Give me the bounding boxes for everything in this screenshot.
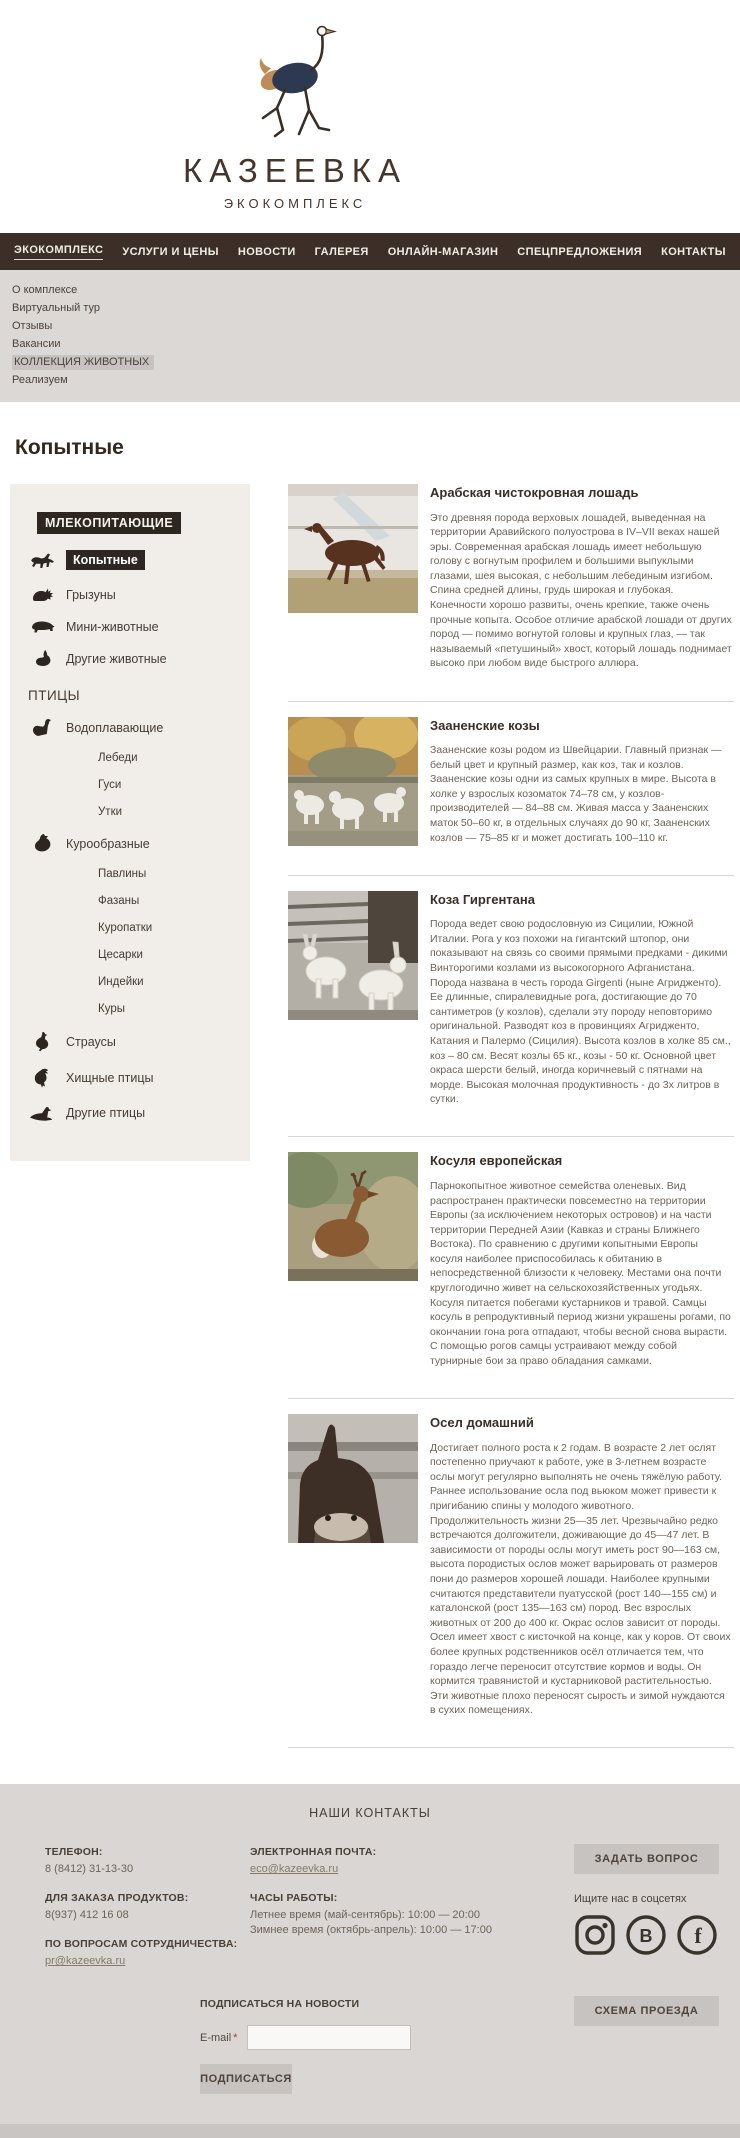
animal-title: Осел домашний <box>430 1415 534 1431</box>
animal-entry <box>288 876 734 1138</box>
site-title: КАЗЕЕВКА <box>182 152 408 189</box>
ask-question-button[interactable]: ЗАДАТЬ ВОПРОС <box>574 1844 719 1874</box>
page-title: Копытные <box>15 436 124 459</box>
saanen-goats-photo <box>288 717 418 846</box>
animal-categories-sidebar <box>10 484 250 1161</box>
submenu-item-about[interactable]: О комплексе <box>12 284 78 296</box>
animal-title: Коза Гиргентана <box>430 891 535 907</box>
sidebar-item-label: Страусы <box>66 1034 116 1049</box>
sidebar-item-label: Мини-животные <box>66 619 159 634</box>
sidebar-item-ostriches[interactable] <box>26 1031 250 1052</box>
sidebar-item-label: Другие птицы <box>66 1105 146 1120</box>
ostrich-logo-icon <box>0 18 590 150</box>
peacock-icon <box>26 1104 58 1121</box>
animal-entry <box>288 484 734 702</box>
nav-item-contacts[interactable]: КОНТАКТЫ <box>661 245 726 258</box>
submenu-item-animal-collection[interactable]: КОЛЛЕКЦИЯ ЖИВОТНЫХ <box>0 353 740 371</box>
subscribe-title: ПОДПИСАТЬСЯ НА НОВОСТИ <box>200 1998 360 2011</box>
animal-description: Парнокопытное животное семейства оленевых. Вид распространен практически повсеместно на территории Европы (за исключением некоторых островов) и на части территории Передней Азии (Кавказ и страны Ближнего Востока). По сравнению с другими копытными Европы косуля наиболее приспособилась к обитанию в непосредственной близости к человеку. Местами она почти круглогодично живет на сельскохозяйственных угодьях. Косуля питается побегами кустарников и травой. Самцы косуль в репродуктивный период жизни украшены рогами, по окончании гона рога отпадают, чтобы весной снова вырасти. С помощью рогов самцы устраивают между собой турнирные бои за право обладания самками. <box>430 1179 731 1368</box>
contact-email-link[interactable]: eco@kazeevka.ru <box>250 1863 339 1876</box>
svg-text:В: В <box>639 1926 653 1947</box>
sidebar-section-birds: ПТИЦЫ <box>28 688 81 703</box>
sidebar-item-turkeys[interactable]: Индейки <box>98 976 144 988</box>
hours-summer: Летнее время (май-сентябрь): 10:00 — 20:00 <box>250 1909 480 1922</box>
girgentana-goat-photo <box>288 891 418 1020</box>
horse-icon <box>26 552 58 569</box>
sidebar-item-label: Курообразные <box>66 836 150 851</box>
sidebar-item-label: Водоплавающие <box>66 721 164 735</box>
sidebar-item-other-birds[interactable] <box>26 1104 250 1121</box>
sidebar-item-chickens[interactable]: Куры <box>98 1003 125 1015</box>
animal-title: Косуля европейская <box>430 1153 563 1169</box>
orders-label: ДЛЯ ЗАКАЗА ПРОДУКТОВ: <box>45 1892 189 1905</box>
nav-item-offers[interactable]: СПЕЦПРЕДЛОЖЕНИЯ <box>517 245 643 258</box>
roe-deer-photo <box>288 1152 418 1281</box>
sidebar-item-waterfowl[interactable] <box>26 719 250 737</box>
porcupine-icon <box>26 586 58 603</box>
footer-actions-column <box>574 1844 719 2026</box>
footer-email-hours-column <box>250 1846 530 1984</box>
animal-entry <box>288 1137 734 1399</box>
sidebar-item-peacocks[interactable]: Павлины <box>98 868 147 880</box>
facebook-icon[interactable] <box>676 1914 718 1956</box>
sidebar-item-partridges[interactable]: Куропатки <box>98 922 153 934</box>
sidebar-item-rodents[interactable] <box>26 586 250 603</box>
social-title: Ищите нас в соцсетях <box>574 1893 687 1906</box>
submenu-item-virtual-tour[interactable]: Виртуальный тур <box>12 302 100 314</box>
animal-description: Это древняя порода верховых лошадей, выведенная на территории Аравийского полуострова в IV–VII веках нашей эры. Современная арабская лошадь имеет небольшую голову с вогнутым профилем и большими выпуклыми глазами, шея высокая, с небольшим лебединым изгибом. Спина средней длины, грудь широкая и глубокая. Конечности хорошо развиты, очень крепкие, также очень прочные копыта. Особое отличие арабской лошади от других пород — помимо вогнутой головы и крупных глаз, — так называемый «петушиный» хвост, который лошадь поднимает высоко при любом виде быстрого аллюра. <box>430 511 732 670</box>
svg-text:f: f <box>694 1923 702 1949</box>
sidebar-item-ducks[interactable]: Утки <box>98 806 123 818</box>
rabbit-icon <box>26 650 58 668</box>
donkey-photo <box>288 1414 418 1543</box>
nav-item-ecocomplex[interactable]: ЭКОКОМПЛЕКС <box>14 244 103 260</box>
footer-title: НАШИ КОНТАКТЫ <box>309 1806 431 1821</box>
partnership-label: ПО ВОПРОСАМ СОТРУДНИЧЕСТВА: <box>45 1938 238 1951</box>
sidebar-item-label: Другие животные <box>66 652 167 666</box>
sidebar-item-other-animals[interactable] <box>26 650 250 668</box>
sidebar-section-mammals: МЛЕКОПИТАЮЩИЕ <box>37 512 181 534</box>
animal-title: Арабская чистокровная лошадь <box>430 485 639 500</box>
orders-phone-number: 8(937) 412 16 08 <box>45 1909 129 1922</box>
nav-item-gallery[interactable]: ГАЛЕРЕЯ <box>314 245 369 258</box>
hours-label: ЧАСЫ РАБОТЫ: <box>250 1892 338 1905</box>
sidebar-item-birds-of-prey[interactable] <box>26 1068 250 1088</box>
hen-icon <box>26 834 58 853</box>
animal-list <box>288 484 734 1748</box>
site-footer <box>0 1784 740 2138</box>
footer-bottom-strip <box>0 2124 740 2138</box>
arabian-horse-photo <box>288 484 418 613</box>
subscribe-button[interactable]: ПОДПИСАТЬСЯ <box>200 2064 292 2094</box>
main-navigation <box>0 233 740 270</box>
sidebar-item-hoofed[interactable] <box>26 550 250 570</box>
animal-description: Порода ведет свою родословную из Сицилии, Южной Италии. Рога у коз похожи на гигантский штопор, они показывают на связь со своими прямыми предками - дикими Винторогими козлами из высокогорного Афганистана. Порода названа в честь города Girgenti (ныне Агридженто). Ее длинные, спиралевидные рога, достигающие до 70 сантиметров (у козлов), сделали эту породу неповторимо оригинальной. Разводят коз в провинциях Агридженто, Катания и Палермо (Сицилия). Высота козлов в холке 85 см., коз – 80 см. Весят козлы 65 кг., козы - 50 кг. Основной цвет окраса шерсти белый, иногда коричневый с пятнами на морде. Высокая молочная продуктивность - до 3х литров в сутки. <box>430 918 731 1106</box>
sidebar-item-swans[interactable]: Лебеди <box>98 752 138 764</box>
animal-description: Зааненские козы родом из Швейцарии. Главный признак — белый цвет и крупный размер, как коз, так и козлов. Зааненские козы одни из самых крупных в мире. Высота в холке у взрослых козоматок 74–78 см, у козлов-производителей — 84–88 см. Живая масса у Зааненских маток 50–60 кг, в отдельных случаях до 90 кг, Зааненских козлов — 75–85 кг и может достигать 100–110 кг. <box>430 744 722 844</box>
email-input[interactable] <box>247 2025 411 2050</box>
sidebar-item-label: Копытные <box>66 550 145 570</box>
sidebar-item-mini-animals[interactable] <box>26 619 250 634</box>
site-header <box>0 0 590 211</box>
phone-number: 8 (8412) 31-13-30 <box>45 1863 134 1876</box>
nav-item-services[interactable]: УСЛУГИ И ЦЕНЫ <box>122 245 219 258</box>
raptor-icon <box>26 1068 58 1088</box>
social-links <box>574 1914 719 1956</box>
instagram-icon[interactable] <box>574 1914 616 1956</box>
phone-label: ТЕЛЕФОН: <box>45 1846 103 1859</box>
animal-description: Достигает полного роста к 2 годам. В возрасте 2 лет ослят постепенно приучают к работе, уже в 3-летнем возрасте ослы могут регулярно выполнять не очень тяжёлую работу. Раннее использование осла под вьюком может привести к пригибанию спины у молодого животного. Продолжительность жизни 25—35 лет. Чрезвычайно редко встречаются долгожители, доживающие до 45—47 лет. В зависимости от породы ослы могут иметь рост 90—163 см, высота породистых ослов может варьировать от размеров пони до размеров хорошей лошади. Наиболее крупными считаются представители пуатусской (рост 140—155 см) и каталонской (рост 135—163 см) пород. Вес взрослых животных от 200 до 400 кг. Окрас ослов зависит от породы. Осел имеет хвост с кисточкой на конце, как у коров. От своих более крупных родственников осёл отличается тем, что гораздо легче переносит отсутствие кормов и воды. Он кормится травянистой и кустарниковой растительностью. Эти животные плохо переносят сырость и зимой нуждаются в сухих помещениях. <box>430 1441 731 1717</box>
directions-button[interactable]: СХЕМА ПРОЕЗДА <box>574 1996 719 2026</box>
animal-entry <box>288 1399 734 1748</box>
site-subtitle: ЭКОКОМПЛЕКС <box>223 196 367 211</box>
partnership-email-link[interactable]: pr@kazeevka.ru <box>45 1955 126 1968</box>
sidebar-item-label: Хищные птицы <box>66 1071 154 1085</box>
required-asterisk: * <box>233 2031 238 2044</box>
sidebar-item-label: Грызуны <box>66 587 116 602</box>
sidebar-item-pheasants[interactable]: Фазаны <box>98 895 140 907</box>
pig-icon <box>26 619 58 634</box>
animal-title: Зааненские козы <box>430 717 540 733</box>
email-label: ЭЛЕКТРОННАЯ ПОЧТА: <box>250 1846 377 1859</box>
animal-entry <box>288 702 734 876</box>
sidebar-item-galliformes[interactable] <box>26 834 250 853</box>
email-field-label: E-mail * <box>200 2031 238 2044</box>
submenu-item-realizuem[interactable]: Реализуем <box>12 374 68 386</box>
submenu-item-vacancies[interactable]: Вакансии <box>12 338 61 350</box>
ecocomplex-submenu <box>0 270 740 402</box>
nav-item-news[interactable]: НОВОСТИ <box>237 245 296 258</box>
ostrich-icon <box>26 1031 58 1052</box>
vk-icon[interactable] <box>625 1914 667 1956</box>
duck-icon <box>26 719 58 737</box>
submenu-item-reviews[interactable]: Отзывы <box>12 320 53 332</box>
sidebar-item-geese[interactable]: Гуси <box>98 779 122 791</box>
hours-winter: Зимнее время (октябрь-апрель): 10:00 — 17:00 <box>250 1924 492 1937</box>
sidebar-item-guinea-fowl[interactable]: Цесарки <box>98 949 143 961</box>
nav-item-shop[interactable]: ОНЛАЙН-МАГАЗИН <box>387 245 499 258</box>
footer-phones-column <box>45 1846 250 1984</box>
